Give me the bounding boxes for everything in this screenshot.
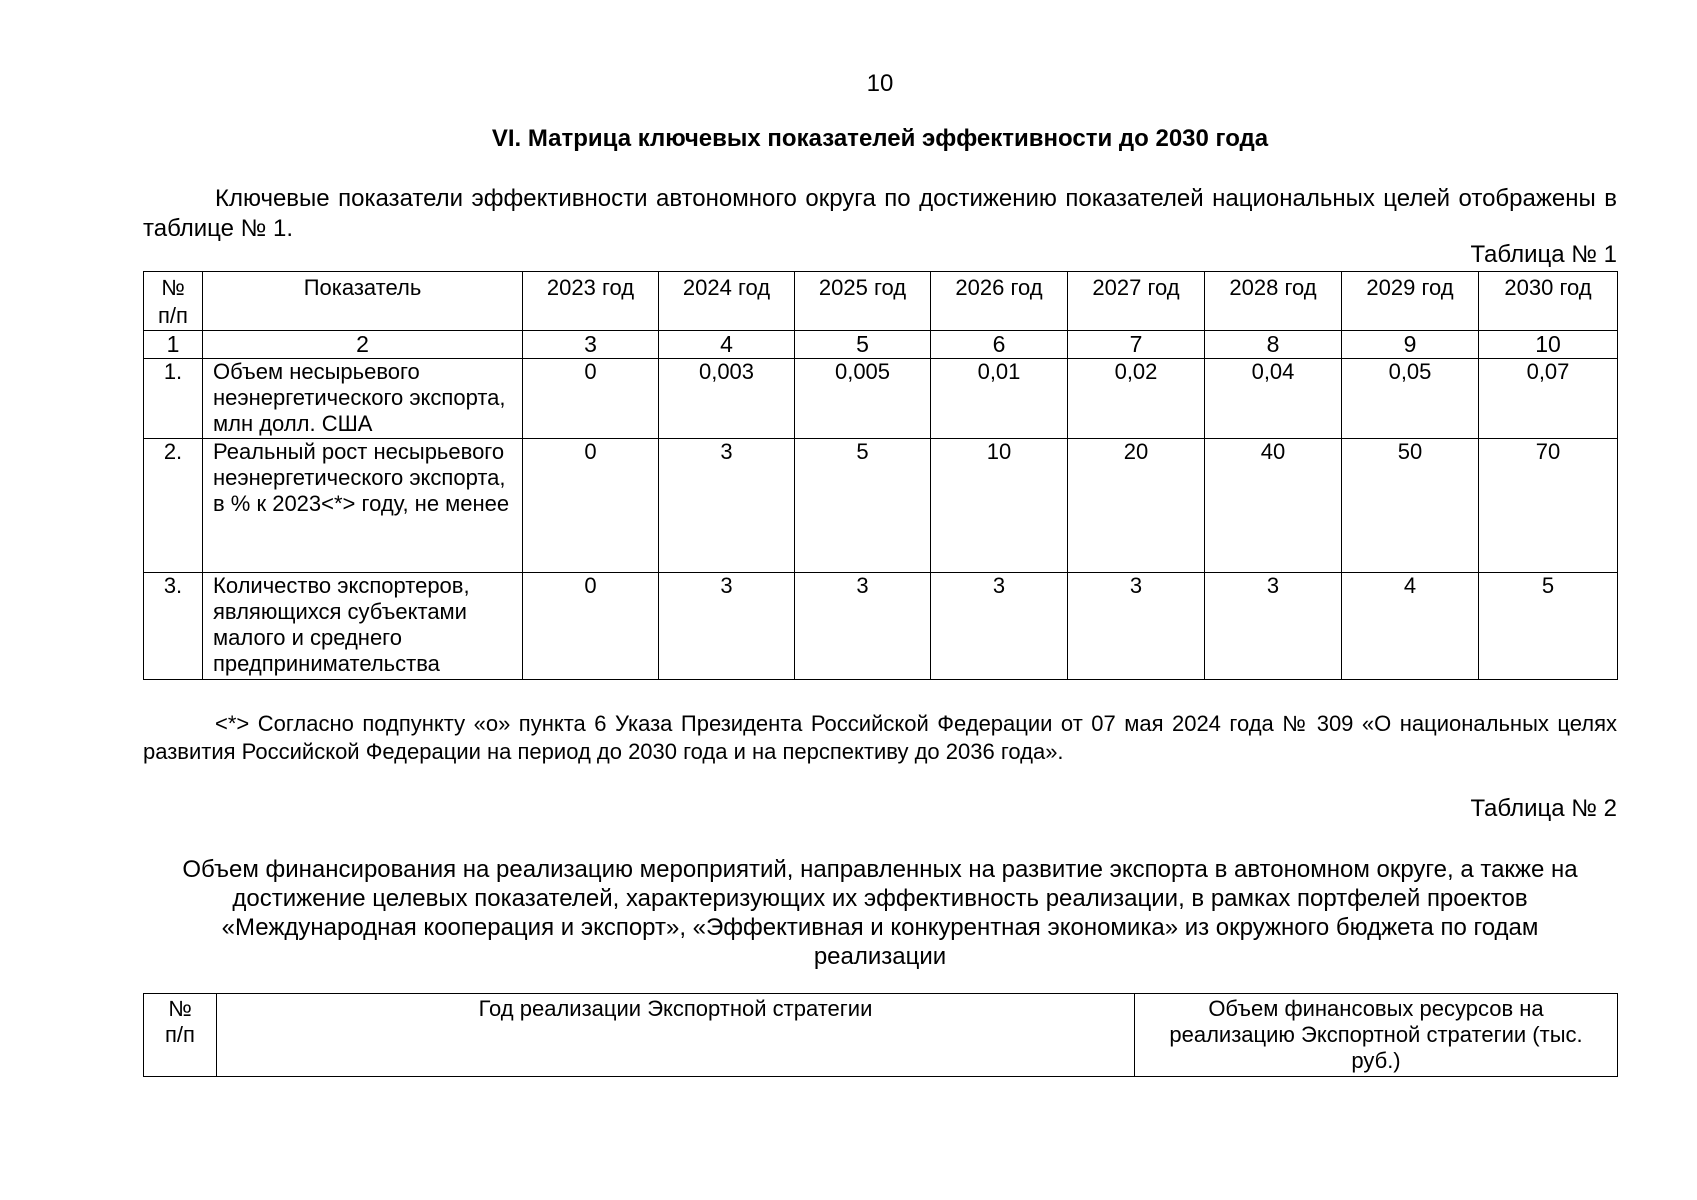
page-number: 10: [866, 70, 894, 97]
table-row: [144, 439, 1618, 573]
table2-title: Объем финансирования на реализацию мероприятий, направленных на развитие экспорта в автономном округе, а также на достижение целевых показателей, характеризующих их эффективность реализации, в рамках портфелей проектов «Международная кооперация и экспорт», «Эффективная и конкурентная экономика» из окружного бюджета по годам реализации: [182, 856, 1578, 970]
value-cell: 3: [1205, 573, 1342, 680]
index-cell: 5: [795, 331, 931, 359]
row-number: 3.: [144, 573, 203, 680]
indicator-name: Объем несырьевого неэнергетического экспорта, млн долл. США: [203, 359, 523, 439]
index-cell: 7: [1068, 331, 1205, 359]
table-header-row: [144, 272, 1618, 331]
index-cell: 4: [659, 331, 795, 359]
value-cell: 0,04: [1205, 359, 1342, 439]
index-cell: 9: [1342, 331, 1479, 359]
header-cell: 2025 год: [795, 272, 931, 331]
header-cell: [144, 272, 203, 331]
value-cell: 70: [1479, 439, 1618, 573]
section-heading: VI. Матрица ключевых показателей эффективности до 2030 года: [491, 125, 1269, 152]
value-cell: 3: [931, 573, 1068, 680]
table1-caption: Таблица № 1: [1470, 241, 1617, 268]
value-cell: 0,005: [795, 359, 931, 439]
intro-paragraph: Ключевые показатели эффективности автономного округа по достижению показателей национальных целей отображены в таблице № 1.: [143, 185, 1617, 242]
value-cell: 0,02: [1068, 359, 1205, 439]
index-cell: 8: [1205, 331, 1342, 359]
header-cell: Показатель: [203, 272, 523, 331]
financing-table: [143, 993, 1618, 1077]
header-cell: 2027 год: [1068, 272, 1205, 331]
header-no-line2: п/п: [165, 1022, 195, 1047]
row-number: 2.: [144, 439, 203, 573]
table-header-row: [144, 994, 1618, 1077]
index-cell: 6: [931, 331, 1068, 359]
value-cell: 0: [523, 359, 659, 439]
header-cell: [144, 994, 217, 1077]
value-cell: 0,003: [659, 359, 795, 439]
value-cell: 0,01: [931, 359, 1068, 439]
value-cell: 40: [1205, 439, 1342, 573]
header-cell: 2028 год: [1205, 272, 1342, 331]
header-no-line2: п/п: [158, 303, 188, 328]
header-cell: Год реализации Экспортной стратегии: [217, 994, 1135, 1077]
header-cell: 2023 год: [523, 272, 659, 331]
header-no-line1: №: [161, 275, 185, 300]
table2-caption: Таблица № 2: [1470, 795, 1617, 822]
value-cell: 0: [523, 439, 659, 573]
value-cell: 0,07: [1479, 359, 1618, 439]
column-index-row: [144, 331, 1618, 359]
index-cell: 2: [203, 331, 523, 359]
value-cell: 3: [659, 439, 795, 573]
value-cell: 5: [1479, 573, 1618, 680]
value-cell: 0,05: [1342, 359, 1479, 439]
header-cell: 2026 год: [931, 272, 1068, 331]
index-cell: 10: [1479, 331, 1618, 359]
value-cell: 4: [1342, 573, 1479, 680]
value-cell: 3: [1068, 573, 1205, 680]
header-cell: Объем финансовых ресурсов на реализацию Экспортной стратегии (тыс. руб.): [1135, 994, 1618, 1077]
value-cell: 5: [795, 439, 931, 573]
row-number: 1.: [144, 359, 203, 439]
value-cell: 3: [795, 573, 931, 680]
value-cell: 10: [931, 439, 1068, 573]
table-row: [144, 573, 1618, 680]
index-cell: 1: [144, 331, 203, 359]
value-cell: 0: [523, 573, 659, 680]
value-cell: 3: [659, 573, 795, 680]
indicator-name: Количество экспортеров, являющихся субъектами малого и среднего предпринимательства: [203, 573, 523, 680]
index-cell: 3: [523, 331, 659, 359]
header-cell: 2030 год: [1479, 272, 1618, 331]
footnote: <*> Согласно подпункту «о» пункта 6 Указа Президента Российской Федерации от 07 мая 2024 года № 309 «О национальных целях развития Российской Федерации на период до 2030 года и на перспективу до 2036 года».: [143, 711, 1617, 764]
value-cell: 20: [1068, 439, 1205, 573]
value-cell: 50: [1342, 439, 1479, 573]
header-cell: 2029 год: [1342, 272, 1479, 331]
indicator-name: Реальный рост несырьевого неэнергетического экспорта, в % к 2023<*> году, не менее: [203, 439, 523, 573]
table-row: [144, 359, 1618, 439]
header-no-line1: №: [168, 996, 192, 1021]
kpi-table: [143, 271, 1618, 680]
header-cell: 2024 год: [659, 272, 795, 331]
